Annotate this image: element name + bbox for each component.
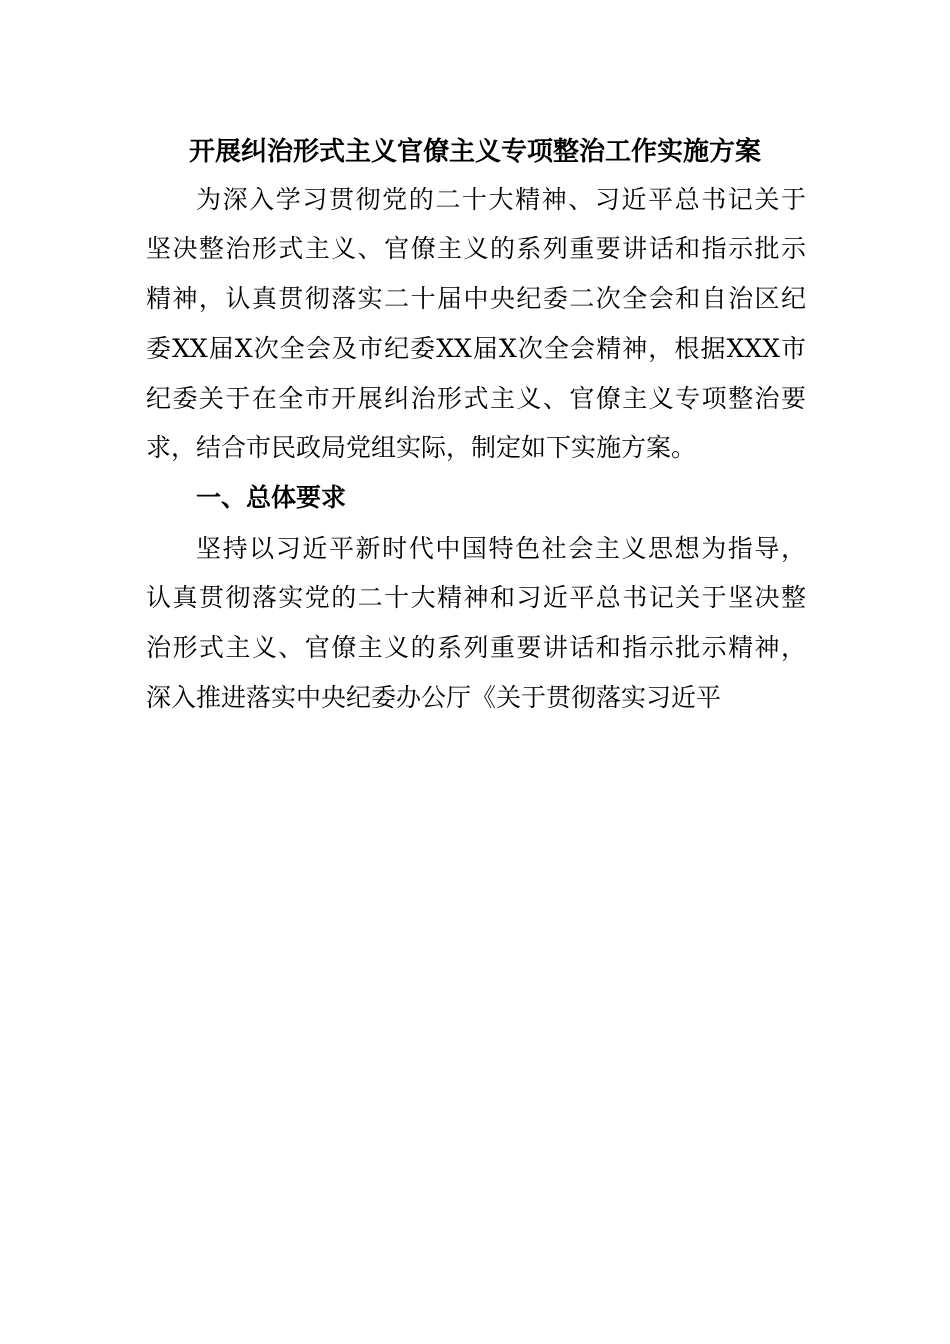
paragraph2-line: 坚持以习近平新时代中国特色社会主义思想为指导， [196, 534, 806, 563]
paragraph1-line: 坚决整治形式主义、官僚主义的系列重要讲话和指示批示 [146, 234, 806, 263]
paragraph1-line: 纪委关于在全市开展纠治形式主义、官僚主义专项整治要 [146, 384, 806, 413]
paragraph1-line: 求，结合市民政局党组实际，制定如下实施方案。 [146, 433, 697, 462]
paragraph1-line: 委XX届X次全会及市纪委XX届X次全会精神，根据XXX市 [146, 334, 806, 363]
paragraph2-line: 治形式主义、官僚主义的系列重要讲话和指示批示精神， [146, 633, 806, 662]
paragraph2-line: 认真贯彻落实党的二十大精神和习近平总书记关于坚决整 [146, 583, 806, 612]
document-title: 开展纠治形式主义官僚主义专项整治工作实施方案 [188, 137, 761, 167]
paragraph2-line: 深入推进落实中央纪委办公厅《关于贯彻落实习近平 [146, 683, 722, 712]
paragraph1-line: 为深入学习贯彻党的二十大精神、习近平总书记关于 [196, 185, 806, 214]
section-heading: 一、总体要求 [196, 483, 347, 512]
paragraph1-line: 精神，认真贯彻落实二十届中央纪委二次全会和自治区纪 [146, 284, 806, 313]
